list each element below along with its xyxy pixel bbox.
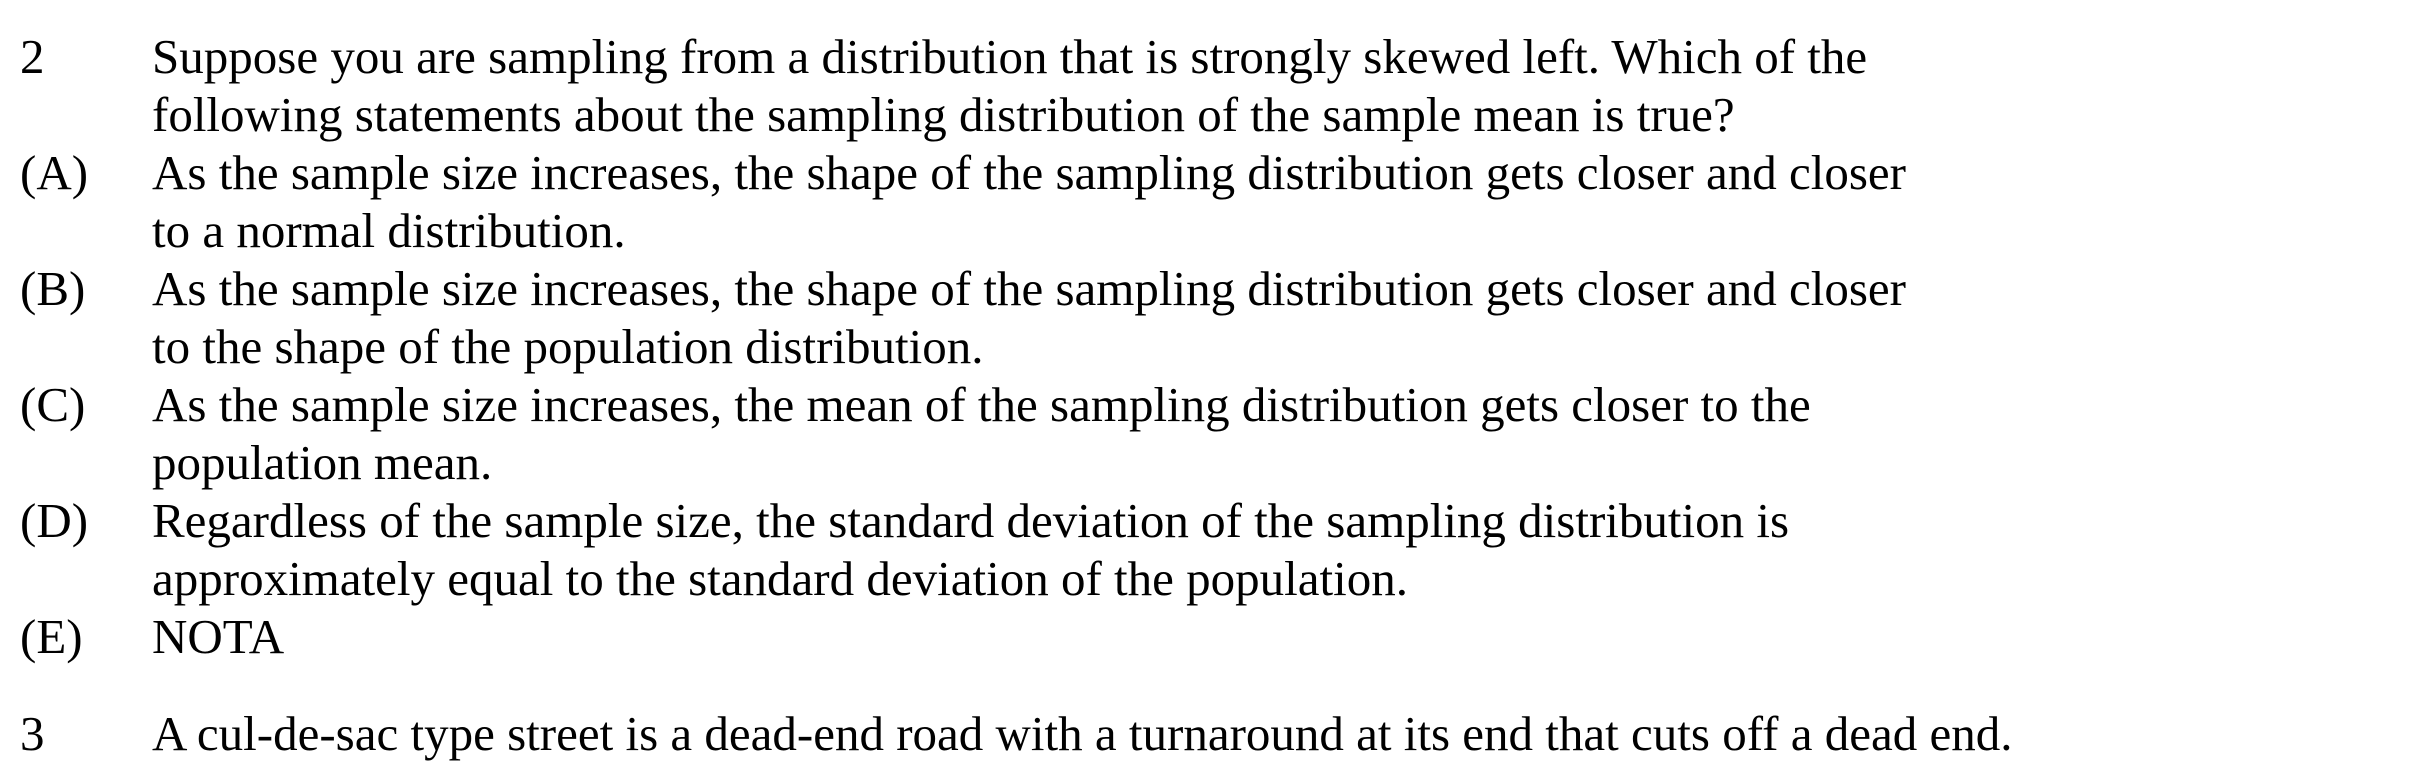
option-label: (D) bbox=[20, 493, 89, 548]
question-number: 3 bbox=[20, 706, 45, 761]
option-text: As the sample size increases, the mean of the sampling distribution gets closer to the population mean. bbox=[152, 377, 1811, 490]
option-label: (A) bbox=[20, 145, 89, 200]
option-text: NOTA bbox=[152, 609, 285, 664]
question-text: Suppose you are sampling from a distribution that is strongly skewed left. Which of the following statements about the sampling distribution of the sample mean is true? bbox=[152, 29, 1868, 142]
option-text: Regardless of the sample size, the standard deviation of the sampling distribution is approximately equal to the standard deviation of the population. bbox=[152, 493, 1790, 606]
option-text: As the sample size increases, the shape of the sampling distribution gets closer and closer to the shape of the population distribution. bbox=[152, 261, 1906, 374]
option-label: (B) bbox=[20, 261, 86, 316]
question-text: A cul-de-sac type street is a dead-end road with a turnaround at its end that cuts off a dead end. bbox=[152, 706, 2013, 761]
option-label: (E) bbox=[20, 609, 83, 664]
option-label: (C) bbox=[20, 377, 86, 432]
question-number: 2 bbox=[20, 29, 45, 84]
option-text: As the sample size increases, the shape of the sampling distribution gets closer and closer to a normal distribution. bbox=[152, 145, 1906, 258]
